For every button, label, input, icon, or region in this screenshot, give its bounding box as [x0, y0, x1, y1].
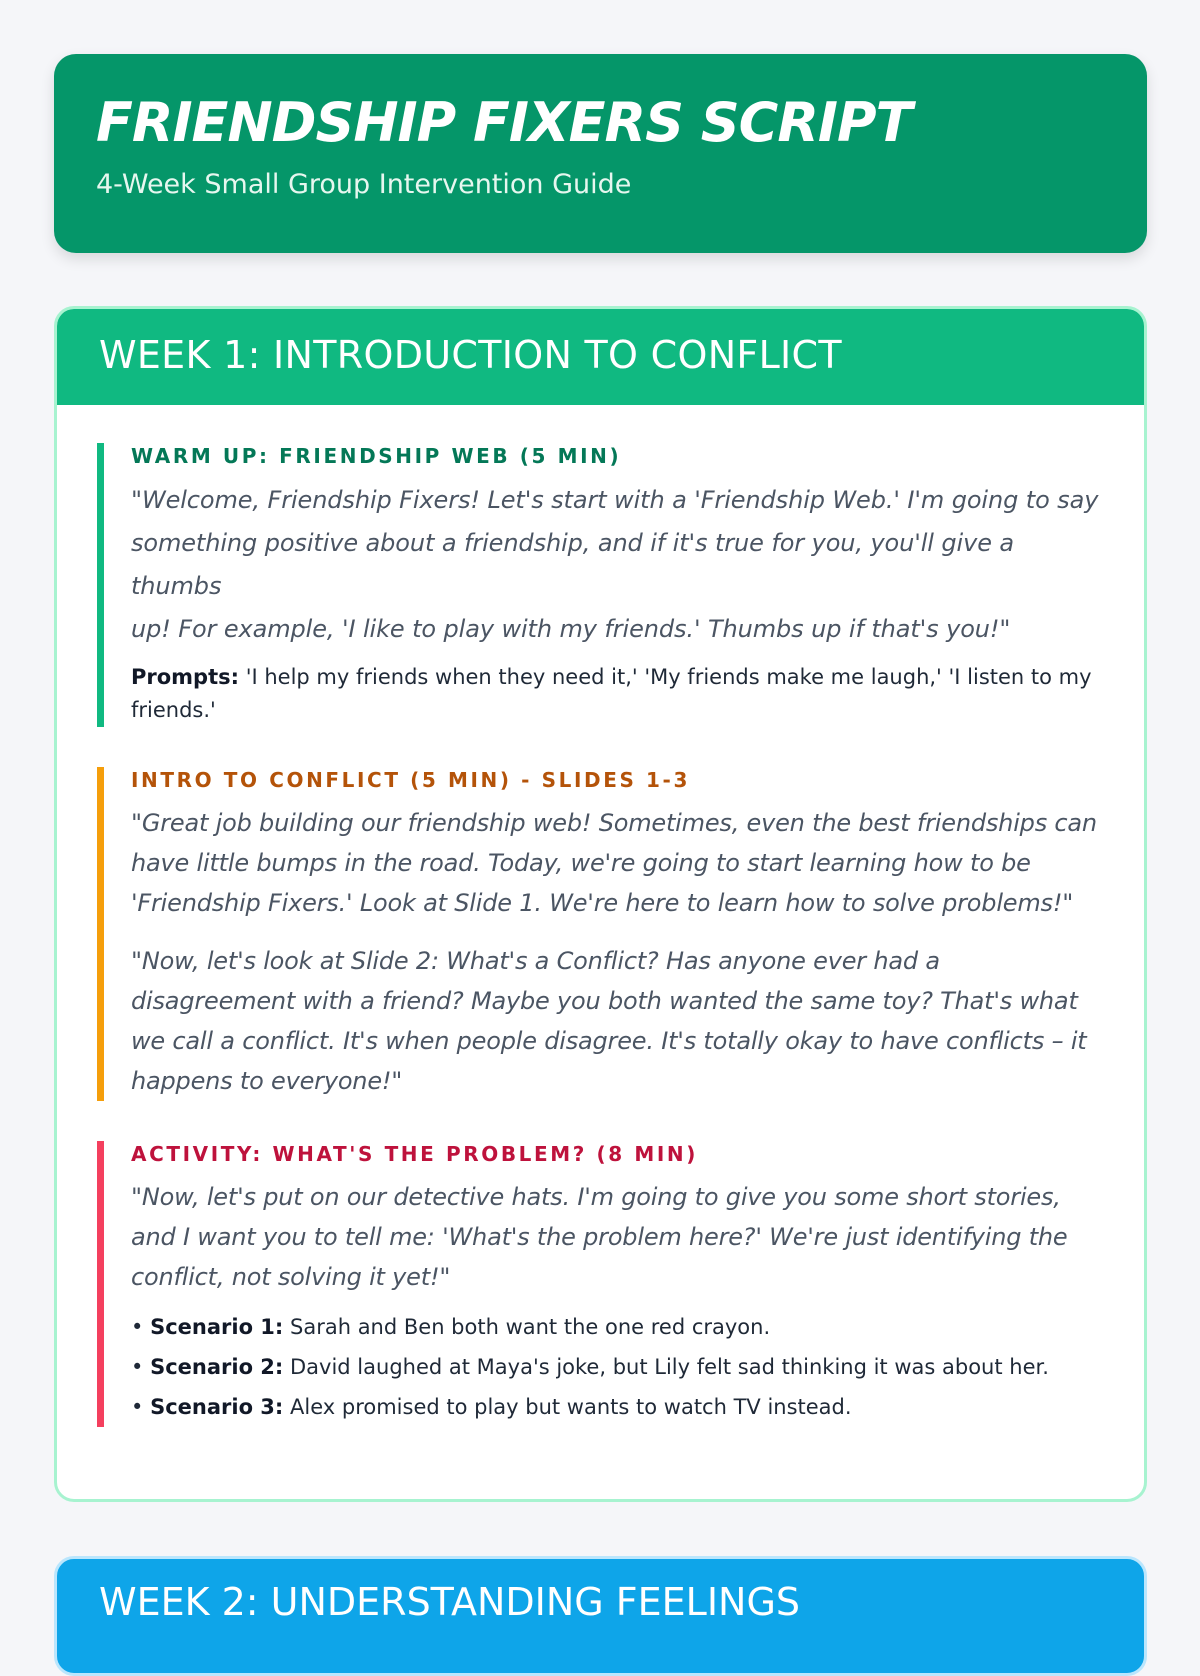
intro-script-line: "Great job building our friendship web! Sometimes, even the best friendships can: [131, 809, 1097, 837]
page-header: [54, 54, 1147, 253]
scenario-label: Scenario 3:: [150, 1395, 284, 1419]
intro-conflict-title: INTRO TO CONFLICT (5 MIN) - SLIDES 1-3: [131, 768, 690, 792]
bullet: •: [131, 1355, 144, 1379]
activity-title: ACTIVITY: WHAT'S THE PROBLEM? (8 MIN): [131, 1142, 698, 1166]
warm-up-script: [131, 479, 1104, 651]
bullet: •: [131, 1395, 144, 1419]
week-2-title: WEEK 2: UNDERSTANDING FEELINGS: [54, 1556, 1147, 1676]
activity-accent-bar: [97, 1141, 104, 1427]
scenario-item: [131, 1307, 1104, 1347]
scenario-text: Sarah and Ben both want the one red crayon.: [283, 1315, 771, 1339]
prompts-label: Prompts:: [131, 665, 240, 689]
intro-script-line: "Now, let's look at Slide 2: What's a Conflict? Has anyone ever had a: [131, 947, 940, 975]
intro-conflict-script-2: [131, 941, 1104, 1101]
warm-up-prompts: [131, 661, 1104, 727]
warm-up-script-line: up! For example, 'I like to play with my friends.' Thumbs up if that's you!": [131, 615, 1011, 643]
scenario-item: [131, 1347, 1104, 1387]
intro-script-line: disagreement with a friend? Maybe you both wanted the same toy? That's what: [131, 987, 1078, 1015]
intro-conflict-script-1: [131, 803, 1104, 923]
week-1-title: WEEK 1: INTRODUCTION TO CONFLICT: [57, 309, 1144, 405]
warm-up-script-line: something positive about a friendship, and if it's true for you, you'll give a thumbs: [131, 529, 1015, 600]
bullet: •: [131, 1315, 144, 1339]
intro-script-line: happens to everyone!": [131, 1067, 403, 1095]
activity-script-line: and I want you to tell me: 'What's the problem here?' We're just identifying the: [131, 1223, 1068, 1251]
intro-script-line: we call a conflict. It's when people disagree. It's totally okay to have conflicts – it: [131, 1027, 1087, 1055]
warm-up-accent-bar: [97, 443, 104, 727]
intro-conflict-section: [97, 767, 1104, 1101]
intro-conflict-accent-bar: [97, 767, 104, 1101]
activity-script-line: "Now, let's put on our detective hats. I'm going to give you some short stories,: [131, 1183, 1061, 1211]
scenario-item: [131, 1387, 1104, 1427]
intro-script-line: have little bumps in the road. Today, we're going to start learning how to be: [131, 849, 1031, 877]
page-subtitle: 4-Week Small Group Intervention Guide: [96, 169, 632, 200]
prompts-text: friends.': [131, 698, 216, 722]
warm-up-script-line: "Welcome, Friendship Fixers! Let's start with a 'Friendship Web.' I'm going to say: [131, 486, 1099, 514]
scenario-text: David laughed at Maya's joke, but Lily felt sad thinking it was about her.: [283, 1355, 1049, 1379]
activity-section: [97, 1141, 1104, 1427]
intro-script-line: 'Friendship Fixers.' Look at Slide 1. We're here to learn how to solve problems!": [131, 889, 1074, 917]
scenario-label: Scenario 1:: [150, 1315, 284, 1339]
week-1-card: [54, 306, 1147, 1502]
scenario-text: Alex promised to play but wants to watch TV instead.: [283, 1395, 852, 1419]
activity-script-line: conflict, not solving it yet!": [131, 1263, 451, 1291]
scenario-list: [131, 1307, 1104, 1427]
week-1-body: [57, 405, 1144, 1427]
warm-up-section: [97, 443, 1104, 727]
page-title: FRIENDSHIP FIXERS SCRIPT: [96, 91, 912, 154]
scenario-label: Scenario 2:: [150, 1355, 284, 1379]
warm-up-title: WARM UP: FRIENDSHIP WEB (5 MIN): [131, 444, 622, 468]
prompts-text: 'I help my friends when they need it,' 'My friends make me laugh,' 'I listen to my: [239, 665, 1092, 689]
activity-script: [131, 1177, 1104, 1297]
